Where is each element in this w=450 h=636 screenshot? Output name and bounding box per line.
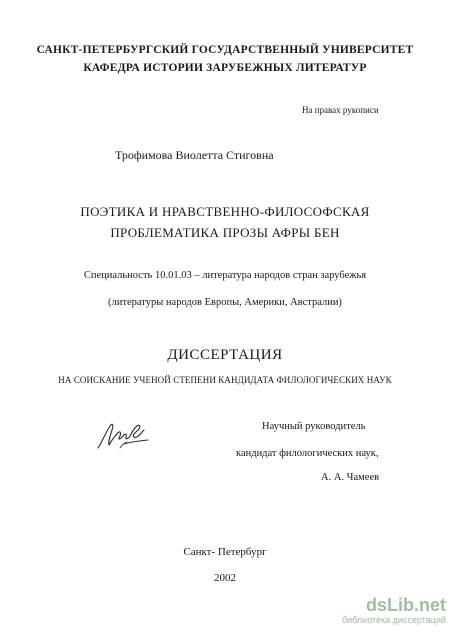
dslib-watermark (338, 596, 446, 626)
handwritten-signature-icon (94, 418, 158, 454)
dslib-subtitle: библиотека диссертаций (341, 615, 446, 625)
dissertation-title-line-2: ПРОБЛЕМАТИКА ПРОЗЫ АФРЫ БЕН (110, 225, 340, 240)
manuscript-rights-note: На правах рукописи (302, 105, 379, 115)
university-name: САНКТ-ПЕТЕРБУРГСКИЙ ГОСУДАРСТВЕННЫЙ УНИВЕРСИТЕТ (36, 44, 414, 56)
supervisor-role: Научный руководитель (262, 421, 366, 432)
department-name: КАФЕДРА ИСТОРИИ ЗАРУБЕЖНЫХ ЛИТЕРАТУР (83, 62, 367, 74)
degree-line: НА СОИСКАНИЕ УЧЕНОЙ СТЕПЕНИ КАНДИДАТА ФИЛОЛОГИЧЕСКИХ НАУК (58, 375, 392, 385)
document-type-heading: ДИССЕРТАЦИЯ (167, 347, 283, 363)
supervisor-name: А. А. Чамеев (321, 472, 380, 483)
year: 2002 (214, 572, 236, 584)
specialty-note: (литературы народов Европы, Америки, Австралии) (108, 297, 342, 308)
supervisor-degree: кандидат филологических наук, (236, 448, 379, 459)
specialty-code: Специальность 10.01.03 – литература народов стран зарубежья (83, 270, 367, 281)
author-name: Трофимова Виолетта Стиговна (115, 148, 274, 162)
dslib-logo: dsLib.net (365, 595, 446, 615)
dissertation-title-line-1: ПОЭТИКА И НРАВСТВЕННО-ФИЛОСОФСКАЯ (80, 204, 370, 219)
city: Санкт- Петербург (183, 546, 267, 558)
